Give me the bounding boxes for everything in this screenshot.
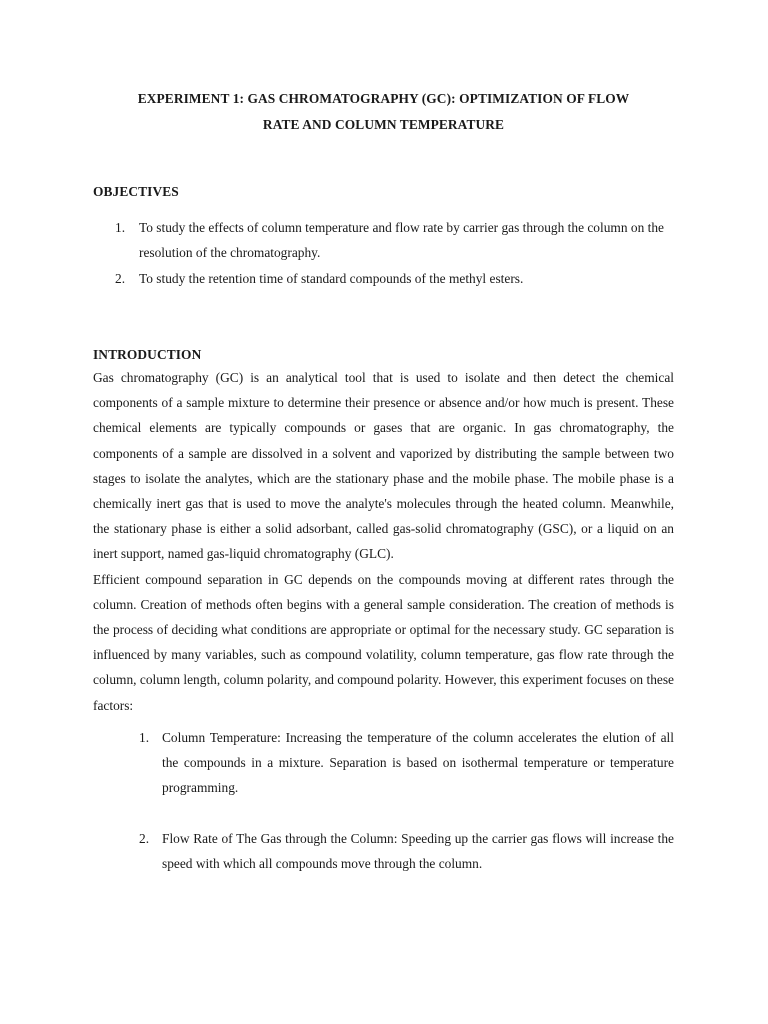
objective-number: 2. xyxy=(115,270,126,286)
factor-text: Column Temperature: Increasing the temperature of the column accelerates the elution of all the compounds in a mixture. Separation is based on isothermal temperature or temperature programming. xyxy=(162,729,674,796)
factor-number: 2. xyxy=(139,830,150,846)
objective-number: 1. xyxy=(115,220,126,235)
document-page xyxy=(93,86,674,876)
factors-list xyxy=(93,725,674,876)
introduction-heading: INTRODUCTION xyxy=(93,346,202,362)
introduction-paragraph-2: Efficient compound separation in GC depends on the compounds moving at different rates through the column. Creation of methods often begins with a general sample consideration. The creation of methods is the process of deciding what conditions are appropriate or optimal for the necessary study. GC separation is influenced by many variables, such as compound volatility, column temperature, gas flow rate through the column, column length, column polarity, and compound polarity. However, this experiment focuses on these factors: xyxy=(93,571,674,713)
objective-text: To study the effects of column temperature and flow rate by carrier gas through the column on the resolution of the chromatography. xyxy=(139,220,664,261)
introduction-paragraph-1: Gas chromatography (GC) is an analytical tool that is used to isolate and then detect the chemical components of a sample mixture to determine their presence or absence and/or how much is present. These chemical elements are typically compounds or gases that are organic. In gas chromatography, the components of a sample are dissolved in a solvent and vaporized by distributing the sample between two stages to isolate the analytes, which are the stationary phase and the mobile phase. The mobile phase is a chemically inert gas that is used to move the analyte's molecules through the heated column. Meanwhile, the stationary phase is either a solid adsorbant, called gas-solid chromatography (GSC), or a liquid on an inert support, named gas-liquid chromatography (GLC). xyxy=(93,369,674,562)
title-line-1: EXPERIMENT 1: GAS CHROMATOGRAPHY (GC): OPTIMIZATION OF FLOW xyxy=(137,91,630,106)
document-title xyxy=(93,86,674,137)
factor-item xyxy=(93,725,674,801)
objective-item xyxy=(93,215,674,266)
factor-text: Flow Rate of The Gas through the Column: Speeding up the carrier gas flows will increase the speed with which all compounds move through the column. xyxy=(162,830,674,871)
objectives-heading: OBJECTIVES xyxy=(93,184,179,199)
objective-text: To study the retention time of standard compounds of the methyl esters. xyxy=(139,270,524,286)
factor-item xyxy=(93,826,674,877)
objective-item xyxy=(93,266,674,291)
objectives-list xyxy=(93,215,674,291)
factor-number: 1. xyxy=(139,729,150,745)
title-line-2: RATE AND COLUMN TEMPERATURE xyxy=(262,116,505,132)
